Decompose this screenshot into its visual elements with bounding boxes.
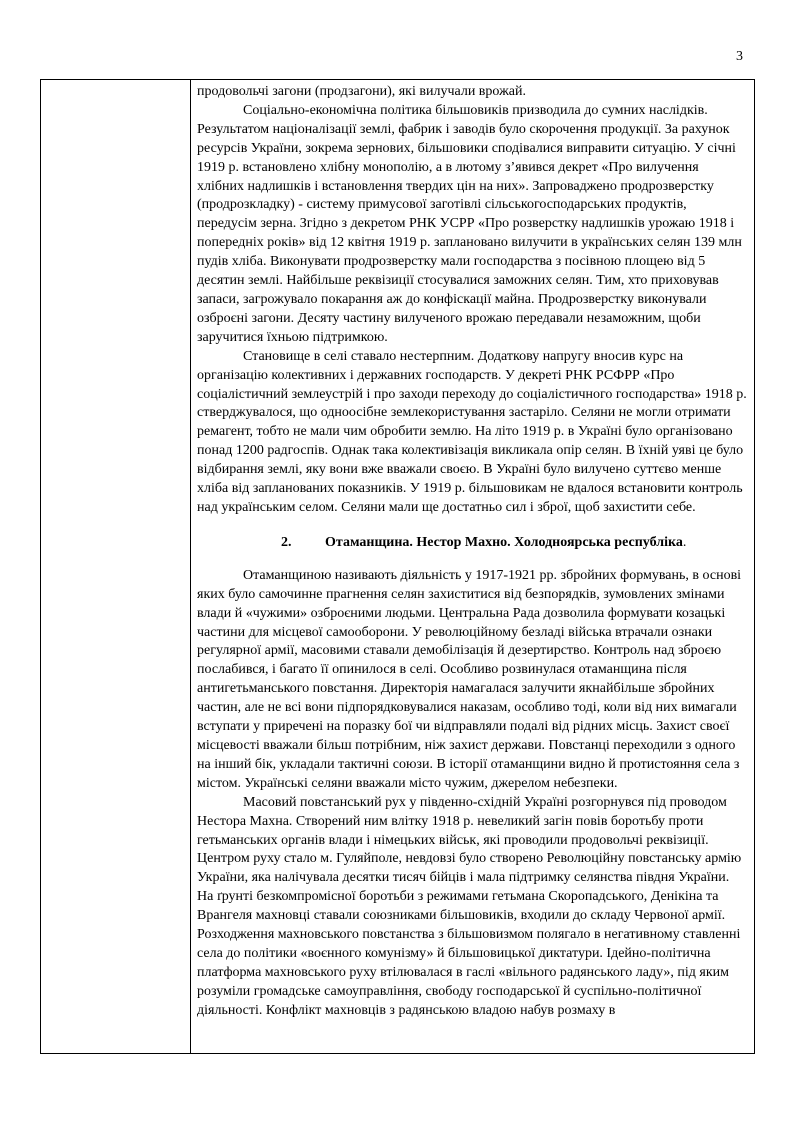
page-number: 3	[736, 49, 743, 64]
paragraph-1: продовольчі загони (продзагони), які вилучали врожай.	[197, 84, 526, 99]
content-column	[197, 83, 749, 1021]
paragraph-2: Соціально-економічна політика більшовиків призводила до сумних наслідків. Результатом націоналізації землі, фабрик і заводів було скорочення продукції. За рахунок ресурсів України, зокрема зернових, більшовики сподівалися виправити ситуацію. У січні 1919 р. встановлено хлібну монополію, а в лютому з’явився декрет «Про вилучення хлібних надлишків і встановлення твердих цін на них». Запроваджено продрозверстку (продрозкладку) - систему примусової заготівлі сільськогосподарських продуктів, передусім зерна. Згідно з декретом РНК УСРР «Про розверстку надлишків урожаю 1918 і попередніх років» від 12 квітня 1919 р. заплановано вилучити в українських селян 139 млн пудів хліба. Виконувати продрозверстку мали господарства з посівною площею від 5 десятин землі. Найбільше реквізиції стосувалися заможних селян. Тим, хто приховував запаси, загрожувало покарання аж до конфіскації майна. Продрозверстку виконували озброєні загони. Десяту частину вилученого врожаю передавали незаможним, щоби заручитися їхньою підтримкою.	[197, 102, 742, 345]
section-title: Отаманщина. Нестор Махно. Холодноярська республіка	[325, 534, 683, 550]
section-heading	[197, 518, 749, 567]
paragraph-5: Масовий повстанський рух у південно-східній Україні розгорнувся під проводом Нестора Махна. Створений ним влітку 1918 р. невеликий загін повів боротьбу проти гетьманських органів влади і німецьких військ, які проводили продовольчі реквізиції. Центром руху стало м. Гуляйполе, невдовзі було створено Революційну повстанську армію України, яка налічувала десятки тисяч бійців і мала підтримку селянства півдня України. На ґрунті безкомпромісної боротьби з режимами гетьмана Скоропадського, Денікіна та Врангеля махновці ставали союзниками більшовиків, входили до складу Червоної армії. Розходження махновського повстанства з більшовизмом полягало в негативному ставленні села до політики «воєнного комунізму» й більшовицької диктатури. Ідейно-політична платформа махновського руху втілювалася в гаслі «вільного радянського ладу», під яким розуміли громадське самоуправління, свободу господарської й суспільно-політичної діяльності. Конфлікт махновців з радянською владою набув розмаху в	[197, 794, 742, 1018]
paragraph-3: Становище в селі ставало нестерпним. Додаткову напругу вносив курс на організацію колективних і державних господарств. У декреті РНК РСФРР «Про соціалістичний землеустрій і про заходи переходу до соціалістичного господарства» 1918 р. стверджувалося, що одноосібне землекористування застаріло. Селяни не могли отримати ремагент, тобто не мали чим обробити землю. На літо 1919 р. в Україні було організовано понад 1200 радгоспів. Однак така колективізація викликала опір селян. В їхній уяві це було відбирання землі, яку вони вже вважали своєю. В Україні було вилучено суттєво менше хліба від запланованих показників. У 1919 р. більшовикам не вдалося встановити контроль над українським селом. Селяни мали ще достатньо сил і зброї, щоб захистити себе.	[197, 348, 747, 515]
column-divider	[190, 80, 191, 1053]
section-title-period: .	[682, 534, 687, 550]
paragraph-4: Отаманщиною називають діяльність у 1917-1921 рр. збройних формувань, в основі яких було самочинне прагнення селян захиститися від безпорядків, зумовлених змінами влади й «чужими» озброєними людьми. Центральна Рада дозволила формувати козацькі частини для місцевої самооборони. У революційному безладі війська втрачали ознаки регулярної армії, масовими ставали демобілізація й дезертирство. Контроль над зброєю послабився, і багато її опинилося в селі. Особливо розвинулася отаманщина після антигетьманського повстання. Директорія намагалася залучити якнайбільше збройних частин, але не всі вони підпорядковувалися наказам, особливо тоді, коли від них вимагали вступати у приречені на поразку бої чи відправляли подалі від рідних місць. Захист своєї місцевості вважали більш потрібним, ніж захист держави. Повстанці переходили з одного на інший бік, укладали тактичні союзи. В історії отаманщини видно й протистояння села з містом. Українські селяни вважали місто чужим, джерелом небезпеки.	[197, 567, 742, 791]
section-number: 2.	[281, 534, 292, 550]
document-table	[40, 79, 755, 1054]
